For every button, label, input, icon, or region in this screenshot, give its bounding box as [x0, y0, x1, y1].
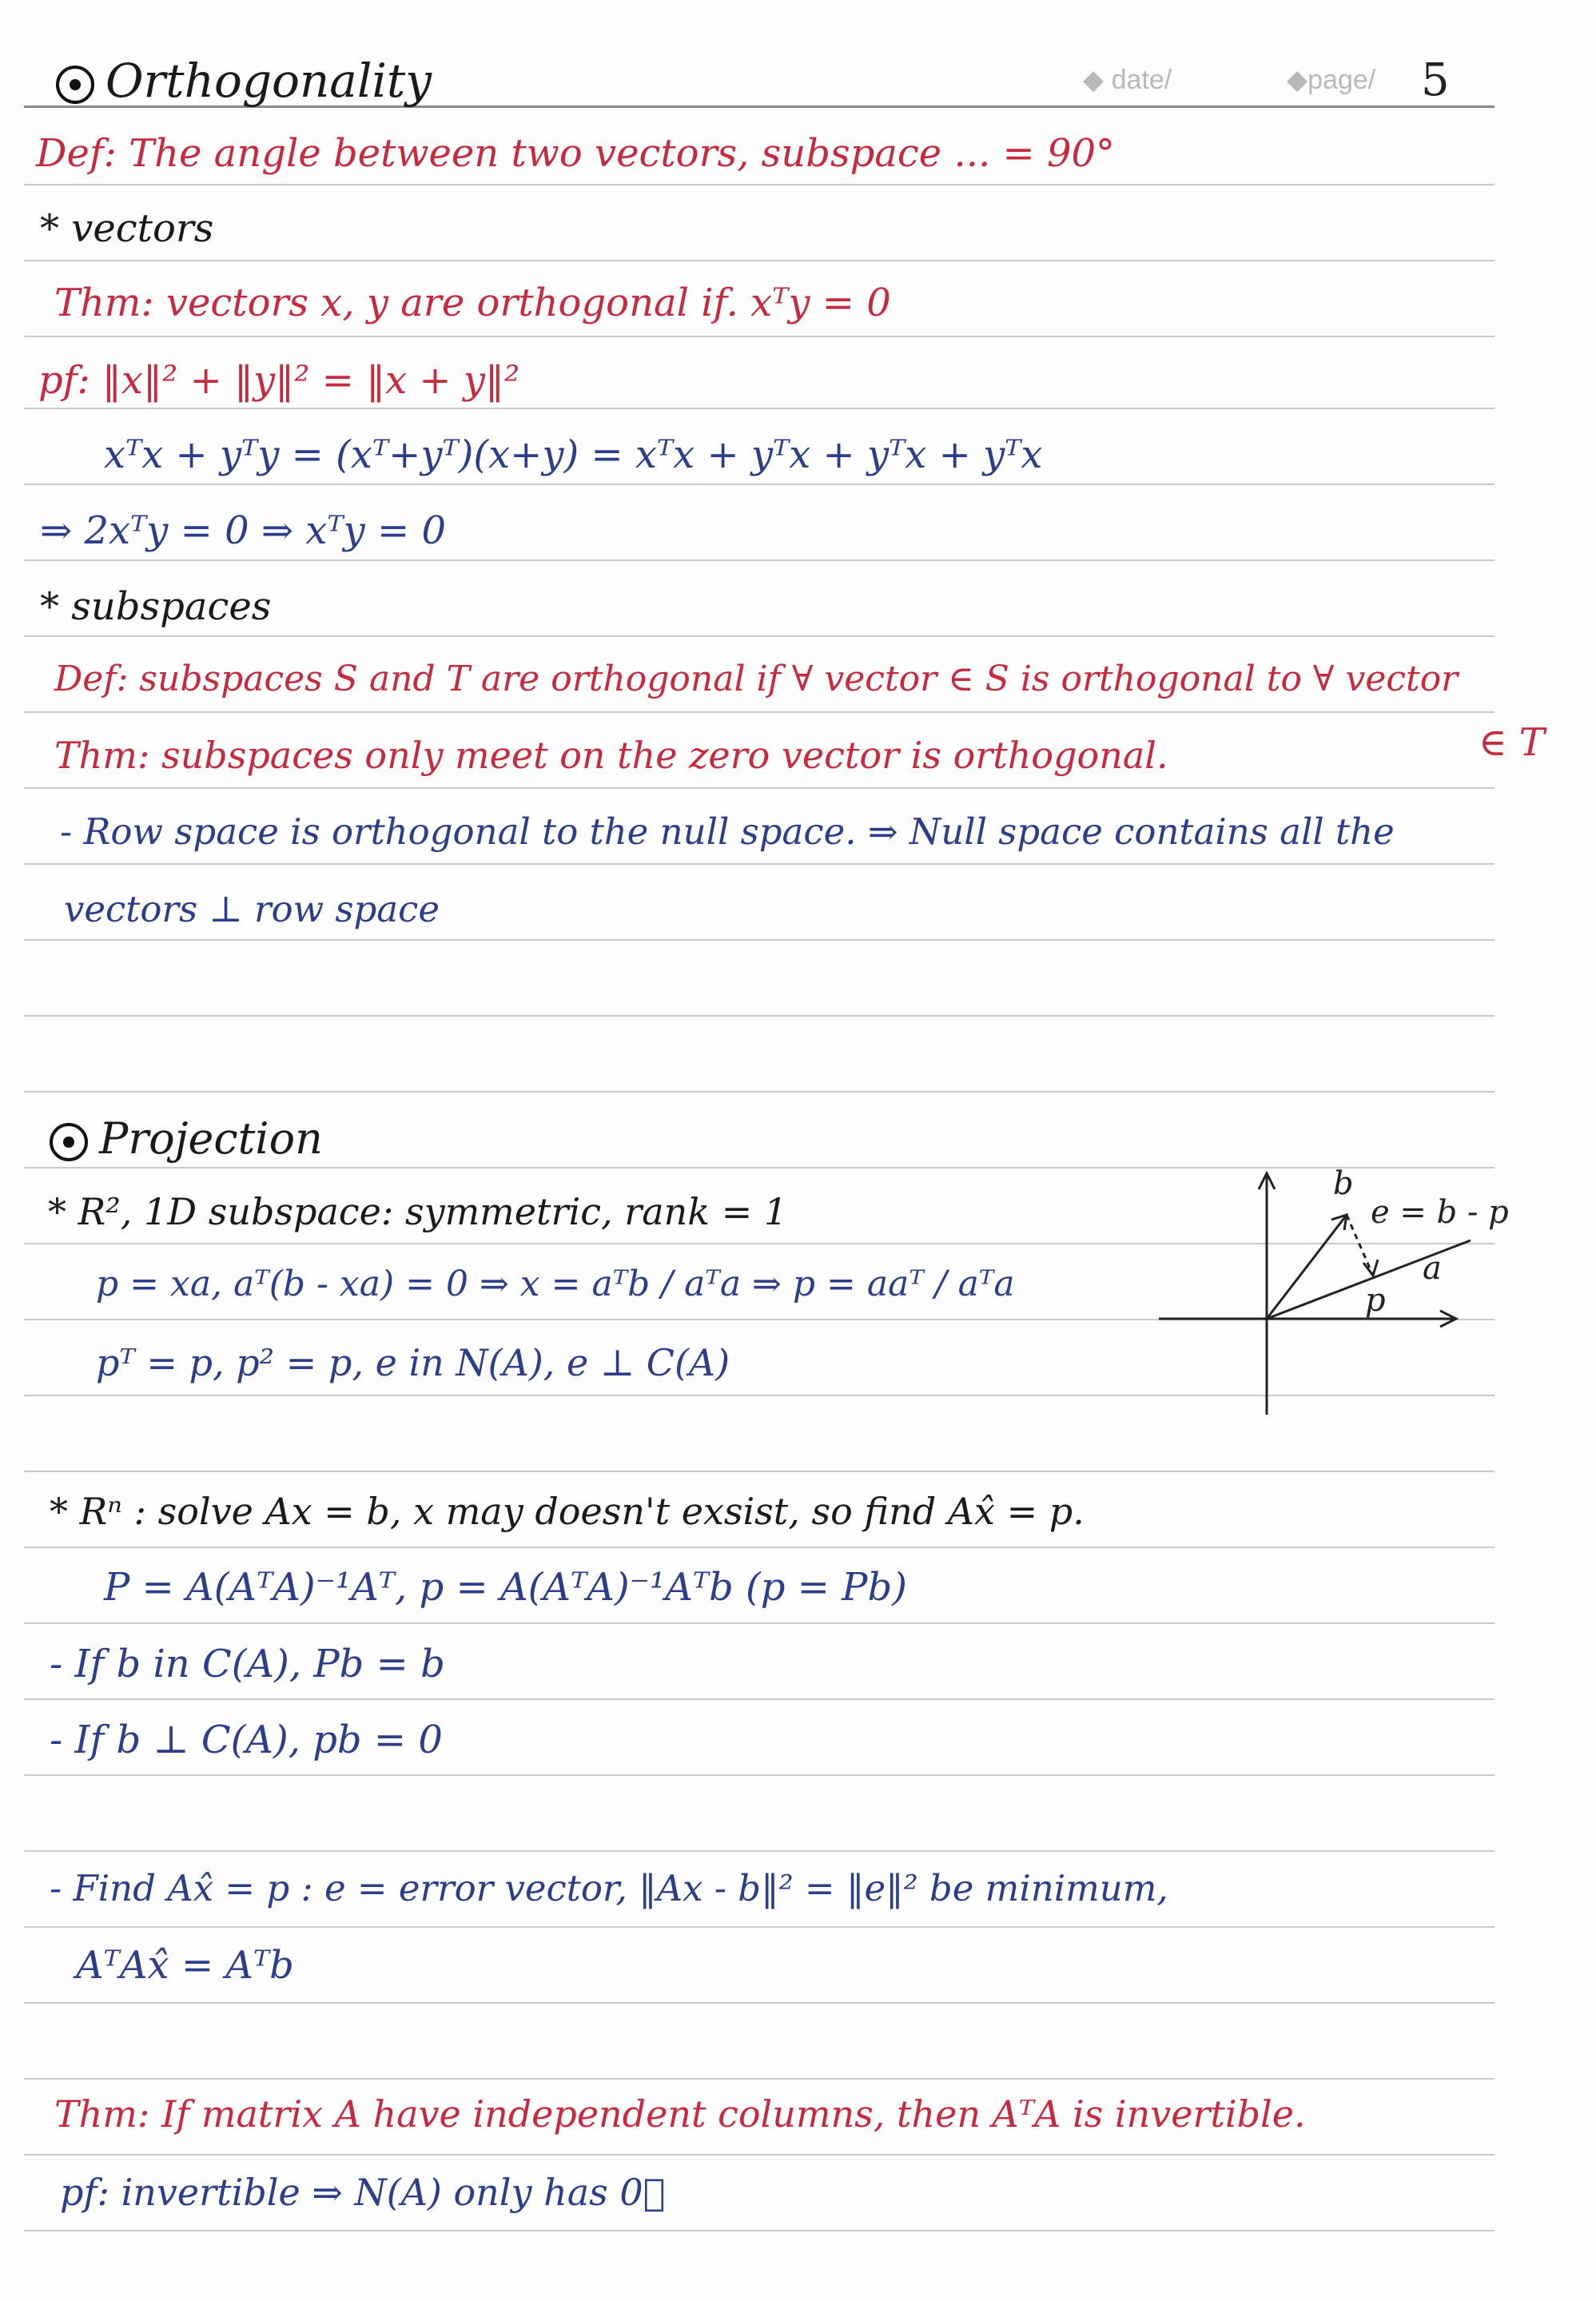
least-squares-line: - Find Ax̂ = p : e = error vector, ‖Ax - b‖² = ‖e‖² be minimum,: [50, 1867, 1168, 1909]
ruled-line: [24, 1622, 1495, 1624]
section-title-projection: Projection: [50, 1117, 323, 1161]
ruled-line: [24, 787, 1495, 789]
invertibility-theorem-line: Thm: If matrix A have independent columns, then AᵀA is invertible.: [54, 2092, 1306, 2136]
row-space-line: - Row space is orthogonal to the null space. ⇒ Null space contains all the: [60, 810, 1395, 853]
if-b-perp-column-space: - If b ⊥ C(A), pb = 0: [50, 1718, 443, 1762]
ruled-line: [24, 863, 1495, 865]
ruled-line: [24, 635, 1495, 637]
projection-formula-line: p = xa, aᵀ(b - xa) = 0 ⇒ x = aᵀb / aᵀa ⇒ p = aaᵀ / aᵀa: [96, 1264, 1015, 1304]
ruled-line: [24, 2078, 1495, 2080]
ruled-line: [24, 1547, 1495, 1548]
date-label: ◆ date/: [1083, 65, 1172, 95]
bullet-circle-icon: [56, 66, 94, 104]
ruled-line: [24, 1471, 1495, 1472]
error-vector-arrow-icon: [1363, 1260, 1378, 1276]
bullet-circle-icon: [50, 1123, 88, 1161]
label-e: e = b - p: [1371, 1194, 1509, 1231]
ruled-line: [24, 1091, 1495, 1093]
projection-diagram: [1151, 1159, 1509, 1423]
ruled-line: [24, 408, 1495, 409]
projection-properties-line: pᵀ = p, p² = p, e in N(A), e ⊥ C(A): [96, 1341, 730, 1384]
ruled-line: [24, 559, 1495, 561]
ruled-line: [24, 1926, 1495, 1928]
if-b-in-column-space: - If b in C(A), Pb = b: [50, 1642, 445, 1686]
ruled-line: [24, 2154, 1495, 2156]
invertibility-proof-line: pf: invertible ⇒ N(A) only has 0⃗: [60, 2171, 666, 2214]
ruled-line: [24, 184, 1495, 185]
ruled-line: [24, 1698, 1495, 1700]
subspace-definition-continuation: ∈ T: [1479, 720, 1545, 765]
ruled-line: [24, 484, 1495, 485]
label-a: a: [1423, 1250, 1442, 1287]
ruled-line: [24, 260, 1495, 261]
equation-line: xᵀx + yᵀy = (xᵀ+yᵀ)(x+y) = xᵀx + yᵀx + yᵀx + yᵀx: [104, 432, 1043, 477]
ruled-line: [24, 1774, 1495, 1776]
ruled-line: [24, 939, 1495, 941]
conclusion-line: ⇒ 2xᵀy = 0 ⇒ xᵀy = 0: [40, 508, 446, 553]
label-b: b: [1333, 1165, 1354, 1202]
vectors-heading: * vectors: [40, 206, 214, 251]
ruled-line: [24, 336, 1495, 337]
r2-line: * R², 1D subspace: symmetric, rank = 1: [48, 1190, 788, 1233]
section-title-orthogonality: Orthogonality: [56, 58, 432, 104]
page-number: 5: [1421, 54, 1450, 106]
subspaces-heading: * subspaces: [40, 584, 272, 629]
rn-line: * Rⁿ : solve Ax = b, x may doesn't exsist, so find Ax̂ = p.: [50, 1490, 1085, 1533]
ruled-line: [24, 711, 1495, 713]
ruled-line: [24, 1015, 1495, 1017]
row-space-line-2: vectors ⊥ row space: [64, 888, 440, 930]
subspace-definition-line: Def: subspaces S and T are orthogonal if ∀ vector ∈ S is orthogonal to ∀ vector: [54, 659, 1459, 699]
ruled-line: [24, 2002, 1495, 2004]
theorem-line: Thm: vectors x, y are orthogonal if. xᵀy = 0: [54, 281, 891, 325]
normal-equation-line: AᵀAx̂ = Aᵀb: [76, 1943, 294, 1988]
ruled-line: [24, 2230, 1495, 2231]
ruled-line: [24, 1850, 1495, 1852]
page-label: ◆page/: [1287, 65, 1376, 95]
proof-line: pf: ‖x‖² + ‖y‖² = ‖x + y‖²: [38, 358, 520, 403]
error-vector: [1347, 1215, 1373, 1276]
label-p: p: [1365, 1282, 1386, 1319]
projection-matrix-line: P = A(AᵀA)⁻¹Aᵀ, p = A(AᵀA)⁻¹Aᵀb (p = Pb): [104, 1565, 907, 1610]
definition-line: Def: The angle between two vectors, subspace ... = 90°: [36, 131, 1116, 176]
subspace-theorem-line: Thm: subspaces only meet on the zero vector is orthogonal.: [54, 734, 1168, 777]
